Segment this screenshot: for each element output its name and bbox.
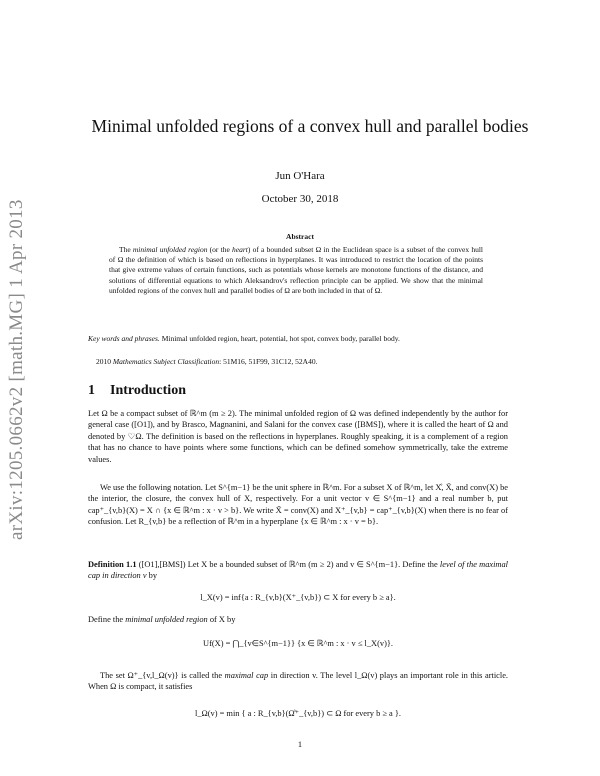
paper-title: Minimal unfolded regions of a convex hull and parallel bodies: [91, 116, 529, 136]
arxiv-identifier: arXiv:1205.0662v2 [math.MG] 1 Apr 2013: [6, 199, 27, 540]
abstract-text: The minimal unfolded region (or the heart) of a bounded subset Ω in the Euclidean space is a subset of the convex hull of Ω the definition of which is based on reflections in hyperplanes. It was introduced to restrict the location of the points that give extreme values of certain functions, such as potentials whose kernels are monotone functions of the distance, and solutions of differential equations to which Aleksandrov's reflection principle can be applied. We show that the minimal unfolded regions of the convex hull and parallel bodies of Ω are both included in that of Ω.: [109, 245, 483, 295]
intro-paragraph-2: We use the following notation. Let S^{m−1} be the unit sphere in ℝ^m. For a subset X of ℝ^m, let X̊, X̄, and conv(X) be the interior, the closure, the convex hull of X, respectively. For a unit vector v ∈ S^{m−1} and a real number b, put cap⁺_{v,b}(X) = X ∩ {x ∈ ℝ^m : x · v > b}. We write X̃ = conv(X) and X⁺_{v,b} = cap⁺_{v,b}(X) when there is no fear of confusion. Let R_{v,b} be a reflection of ℝ^m in a hyperplane {x ∈ ℝ^m : x · v = b}.: [88, 483, 508, 527]
section-heading: 1 Introduction: [88, 383, 186, 398]
equation-level-compact: l_Ω(v) = min { a : R_{v,b}(Ω̊⁺_{v,b}) ⊂ Ω for every b ≥ a }.: [195, 709, 401, 718]
author: Jun O'Hara: [275, 170, 325, 182]
msc-classification: 2010 Mathematics Subject Classification: 51M16, 51F99, 31C12, 52A40.: [96, 357, 318, 366]
page-number: 1: [297, 740, 303, 749]
define-line: Define the minimal unfolded region of X by: [88, 615, 236, 624]
equation-unfolded-region: Uf(X) = ⋂_{v∈S^{m−1}} {x ∈ ℝ^m : x · v ≤ l_X(v)}.: [203, 639, 393, 648]
date: October 30, 2018: [261, 193, 339, 205]
maximal-cap-paragraph: The set Ω⁺_{v,l_Ω(v)} is called the maximal cap in direction v. The level l_Ω(v) plays an important role in this article. When Ω is compact, it satisfies: [88, 671, 509, 692]
keywords: Key words and phrases. Minimal unfolded region, heart, potential, hot spot, convex body, parallel body.: [88, 334, 400, 343]
equation-level: l_X(v) = inf{a : R_{v,b}(X⁺_{v,b}) ⊂ X for every b ≥ a}.: [200, 593, 396, 602]
definition-1-1: Definition 1.1 ([O1],[BMS]) Let X be a bounded subset of ℝ^m (m ≥ 2) and v ∈ S^{m−1}. Define the level of the maximal cap in direction v by: [88, 560, 508, 581]
abstract-heading: Abstract: [286, 232, 314, 241]
intro-paragraph-1: Let Ω be a compact subset of ℝ^m (m ≥ 2). The minimal unfolded region of Ω was defined independently by the author for general case ([O1]), and by Brasco, Magnanini, and Salani for the convex case ([BMS]), where it is called the heart of Ω and denoted by ♡Ω. The definition is based on the reflections in hyperplanes. Roughly speaking, it is a complement of a region that has no chance to have points where some functions, which can be defined somehow symmetrically, take the extreme values.: [88, 409, 508, 464]
